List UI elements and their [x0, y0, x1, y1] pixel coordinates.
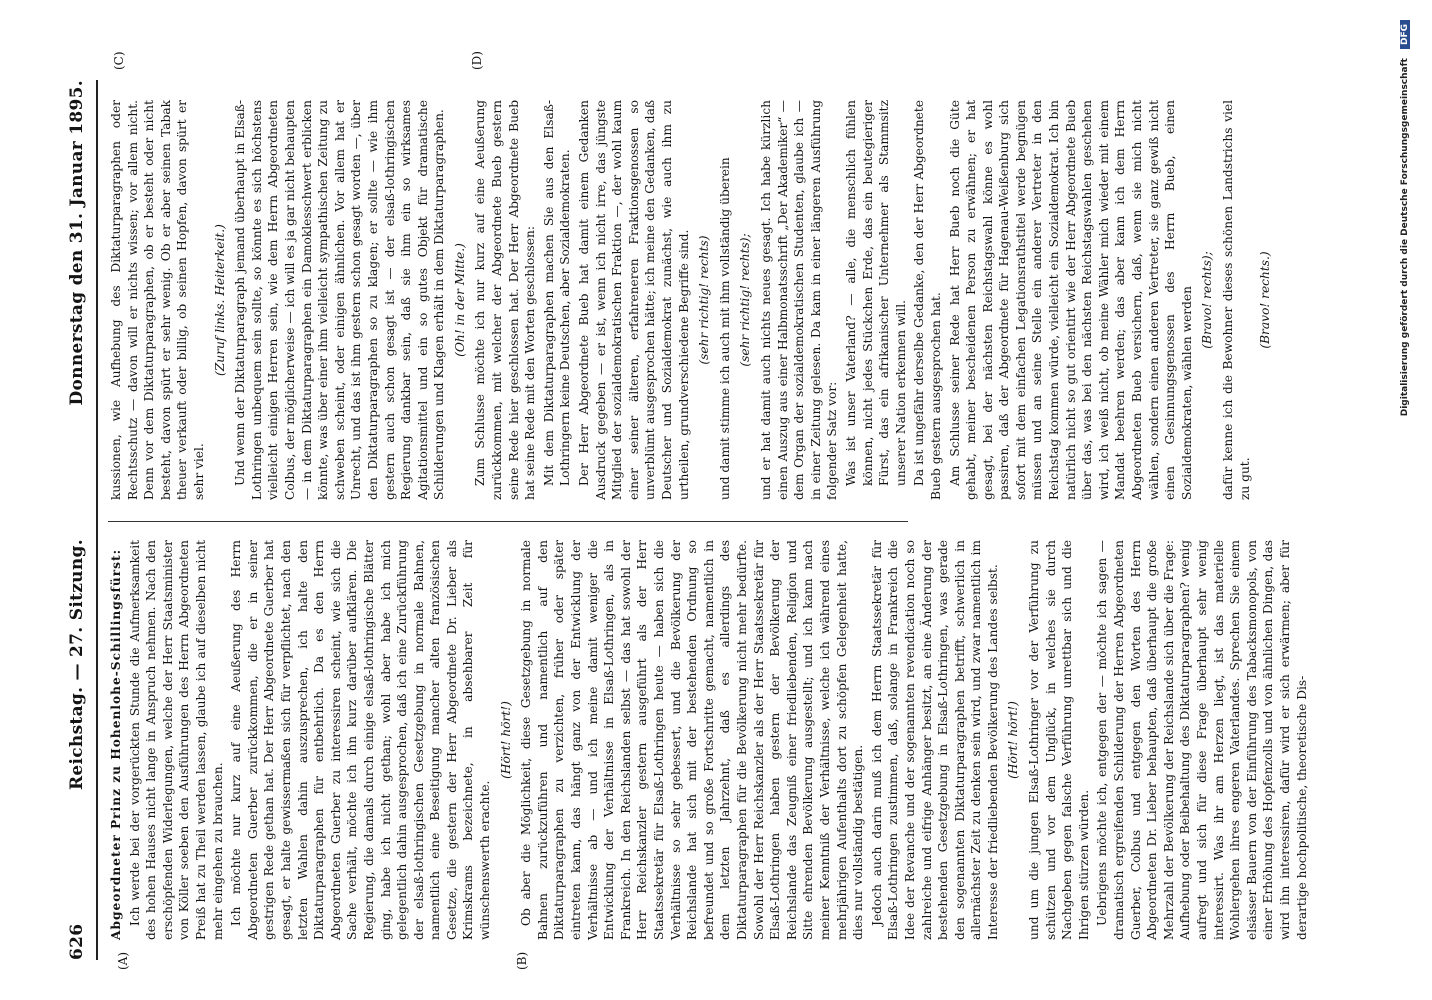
margin-marker-a: (A) [116, 951, 130, 970]
digitization-text: Digitalisierung gefördert durch die Deutsche Forschungsgemeinschaft [1400, 58, 1410, 417]
interjection: (sehr richtig! rechts) [697, 235, 712, 365]
session-date: Donnerstag den 31. Januar 1895. [67, 80, 87, 406]
paragraph: dafür kenne ich die Bewohner dieses schönen Landstrichs viel zu gut. [1221, 100, 1252, 500]
margin-marker-d: (D) [470, 51, 484, 70]
quotation: Mit dem Diktaturparagraphen machen Sie aus den Elsaß-Lothringern keine Deutschen, aber Sozialdemokraten. [541, 100, 573, 486]
paragraph: Uebrigens möchte ich, entgegen der — möchte ich sagen — dramatisch ergreifenden Schilderung der Herren Abgeordneten Guerber, Colbus und entgegen den Worten des Herrn Abgeordneten Dr. Lieber behaupten, daß überhaupt die große Mehrzahl der Bevölkerung der Reichslande sich über die Frage: Aufhebung oder Beibehaltung des Diktaturparagraphen? wenig aufregt und sich für diese Frage überhaupt sehr wenig interessirt. Was ihr am Herzen liegt, ist das materielle Wohlergehen ihres engeren Vaterlandes. Sprechen Sie einem elsässer Bauern von der Einführung des Tabacksmonopols, von einer Erhöhung des Hopfenzolls und von ähnlichen Dingen, das wird ihn interessiren, dafür wird er sich erwärmen; aber für derartige hochpolitische, theoretische Dis- [1095, 540, 1309, 940]
page-header [62, 80, 92, 960]
digitization-notice [1400, 20, 1410, 960]
interjection: (Bravo! rechts.) [1258, 251, 1273, 349]
paragraph: und um die jungen Elsaß-Lothringer vor der Verführung zu schützen und vor dem Unglück, in welches sie durch Nachgeben gegen falsche Verführung unrettbar sich und die Ihrigen stürzen würden. [1027, 540, 1091, 940]
interjection: (Hört! hört!) [1006, 701, 1021, 779]
interjection: (Hört! hört!) [498, 701, 513, 779]
session-title: Reichstag. — 27. Sitzung. [67, 539, 87, 791]
paragraph: Am Schlusse seiner Rede hat Herr Bueb noch die Güte gehabt, meiner bescheidenen Person zu erwähnen; er hat gesagt, bei der nächsten Reichstagswahl könne es wohl passiren, daß der Abgeordnete für Hagenau-Weißenburg sich sofort mit dem einfachen Legationsrathstitel werde begnügen müssen und an seine Stelle ein anderer Vertreter in den Reichstag kommen würde, vielleicht ein Sozialdemokrat. Ich bin natürlich nicht so gut orientirt wie der Herr Abgeordnete Bueb über das, was bei den nächsten Reichstagswahlen geschehen wird, ich weiß nicht, ob meine Wähler mich wieder mit einem Mandat beehren werden; das aber kann ich dem Herrn Abgeordneten Bueb versichern, daß, wenn sie mich nicht wählen, sondern einen anderen Vertreter, sie ganz gewiß nicht einen Gesinnungsgenossen des Herrn Bueb, einen Sozialdemokraten, wählen werden [947, 100, 1194, 500]
speaker-name: Abgeordneter Prinz zu Hohenlohe-Schillingsfürst: [109, 548, 123, 940]
interjection: (Zuruf links. Heiterkeit.) [212, 224, 227, 376]
dfg-logo: DFG [1400, 20, 1410, 49]
column-divider [108, 521, 908, 522]
right-text-column [108, 100, 1273, 500]
margin-marker-c: (C) [112, 51, 126, 70]
paragraph: Und wenn der Diktaturparagraph jemand überhaupt in Elsaß-Lothringen unbequem sein sollte, so könnte es sich höchstens vielleicht einigen Herren sein, wie dem Herrn Abgeordneten Colbus, der möglicherweise — ich will es ja gar nicht behaupten — in dem Diktaturparagraphen ein Damoklesschwert erblicken könnte, was über einer ihm vielleicht sympathischen Zeitung zu schweben scheint, oder einigen ähnlichen. Vor allem hat er Unrecht, und das ist ihm gestern schon gesagt worden —, über den Diktaturparagraphen so zu klagen; er sollte — wie ihm gestern auch schon gesagt ist — der elsaß-lothringischen Regierung dankbar sein, daß sie ihm ein so wirksames Agitationsmittel und ein so gutes Objekt für dramatische Schilderungen und Klagen erhält in dem Diktaturparagraphen. [233, 100, 447, 500]
paragraph: und damit stimme ich auch mit ihm vollständig überein [717, 157, 732, 500]
paragraph: Der Herr Abgeordnete Bueb hat damit einem Gedanken Ausdruck gegeben — er ist, wenn ich nicht irre, das jüngste Mitglied der sozialdemokratischen Fraktion —, der wohl kaum einer seiner älteren, erfahreneren Fraktionsgenossen so unverblümt ausgesprochen hätte; ich meine den Gedanken, daß Deutscher und Sozialdemokrat zunächst, wie auch ihm zu urtheilen, grundverschiedene Begriffe sind. [577, 100, 691, 500]
paragraph: Ich möchte nur kurz auf eine Aeußerung des Herrn Abgeordneten Guerber zurückkommen, die er in seiner gestrigen Rede gethan hat. Der Herr Abgeordnete Guerber hat gesagt, er halte gewissermaßen sich für verpflichtet, nach den letzten Wahlen dahin auszusprechen, ich halte den Diktaturparagraphen für entbehrlich. Da es den Herrn Abgeordneten Guerber zu interessiren scheint, wie sich die Sache verhält, möchte ich ihn kurz darüber aufklären. Die Regierung, die damals durch einige elsaß-lothringische Blätter ging, habe ich nicht gethan; wohl aber habe ich mich gelegentlich dahin ausgesprochen, daß ich eine Zurückführung der elsaß-lothringischen Gesetzgebung in normale Bahnen, namentlich eine Beseitigung mancher alten französischen Gesetze, die gestern der Herr Abgeordnete Dr. Lieber als Krimskrams bezeichnete, in absehbarer Zeit für wünschenswerth erachte. [229, 540, 493, 940]
paragraph: Jedoch auch darin muß ich dem Herrn Staatssekretär für Elsaß-Lothringen zustimmen, daß, solange in Frankreich die Idee der Revanche und der sogenannten revendication noch so zahlreiche und eifrige Anhänger besitzt, an eine Änderung der bestehenden Gesetzgebung in Elsaß-Lothringen, was gerade den sogenannten Diktaturparagraphen betrifft, schwerlich in allernächster Zeit zu denken sein wird, und zwar namentlich im Interesse der friedliebenden Bevölkerung des Landes selbst. [869, 540, 1000, 940]
left-text-column [108, 540, 1309, 940]
interjection: (Bravo! rechts); [1200, 251, 1215, 349]
interjection: (sehr richtig! rechts); [738, 233, 753, 367]
paragraph: Zum Schlusse möchte ich nur kurz auf eine Aeußerung zurückkommen, mit welcher der Abgeordnete Bueb gestern seine Rede hier geschlossen hat. Der Herr Abgeordnete Bueb hat seine Rede mit den Worten geschlossen: [473, 100, 538, 500]
margin-marker-b: (B) [515, 951, 529, 970]
header-rule [96, 80, 98, 960]
page-number: 626 [67, 923, 87, 960]
interjection: (Oh! in der Mitte.) [452, 243, 467, 357]
paragraph: Da ist ungefähr derselbe Gedanke, den der Herr Abgeordnete Bueb gestern ausgesprochen hat. [912, 100, 943, 500]
paragraph: Ich werde bei der vorgerückten Stunde die Aufmerksamkeit des hohen Hauses nicht lange in Anspruch nehmen. Nach den erschöpfenden Widerlegungen, welche der Herr Staatsminister von Köller soeben den Ausführungen des Herrn Abgeordneten Preiß hat zu Theil werden lassen, glaube ich auf dieselben nicht mehr eingehen zu brauchen. [127, 540, 225, 940]
paragraph: Ob aber die Möglichkeit, diese Gesetzgebung in normale Bahnen zurückzuführen und namentlich auf den Diktaturparagraphen zu verzichten, früher oder später eintreten kann, das hängt ganz von der Entwicklung der Verhältnisse ab — und ich meine damit weniger die Entwicklung der Verhältnisse in Elsaß-Lothringen, als in Frankreich. In den Reichslanden selbst — das hat sowohl der Herr Reichskanzler gestern ausgeführt als der Herr Staatssekretär für Elsaß-Lothringen heute — haben sich die Verhältnisse so sehr gebessert, und die Bevölkerung der Reichslande hat sich mit der bestehenden Ordnung so befreundet und so große Fortschritte gemacht, namentlich in dem letzten Jahrzehnt, daß es allerdings des Diktaturparagraphen für die Bevölkerung nicht mehr bedürfte. Sowohl der Herr Reichskanzler als der Herr Staatssekretär für Elsaß-Lothringen haben gestern der Bevölkerung der Reichslande das Zeugniß einer friedliebenden, Religion und Sitte ehrenden Bevölkerung ausgestellt; und ich kann nach meiner Kenntniß der Verhältnisse, welche ich während eines mehrjährigen Aufenthalts dort zu schöpfen Gelegenheit hatte, dies nur vollständig bestätigen. [519, 540, 866, 940]
quotation: Was ist unser Vaterland? — alle, die menschlich fühlen können, nicht jedes Stückchen Erde, das ein beutegieriger Fürst, das ein afrikanischer Unternehmer als Stammsitz unserer Nation erkennen will. [843, 100, 908, 486]
paragraph: und er hat damit auch nichts neues gesagt. Ich habe kürzlich einen Auszug aus einer Halbmonatsschrift „Der Akademiker“ — dem Organ der sozialdemokratischen Studenten, glaube ich — in einer Zeitung gelesen. Da kam in einer längeren Ausführung folgender Satz vor: [758, 100, 840, 500]
paragraph: kussionen, wie Aufhebung des Diktaturparagraphen oder Rechtsschutz — davon will er nichts wissen; vor allem nicht. Denn vor dem Diktaturparagraphen, ob er besteht oder nicht besteht, davon spürt er sehr wenig. Ob er aber seinen Tabak theuer verkauft oder billig, ob seinen Hopfen, davon spürt er sehr viel. [109, 100, 206, 500]
